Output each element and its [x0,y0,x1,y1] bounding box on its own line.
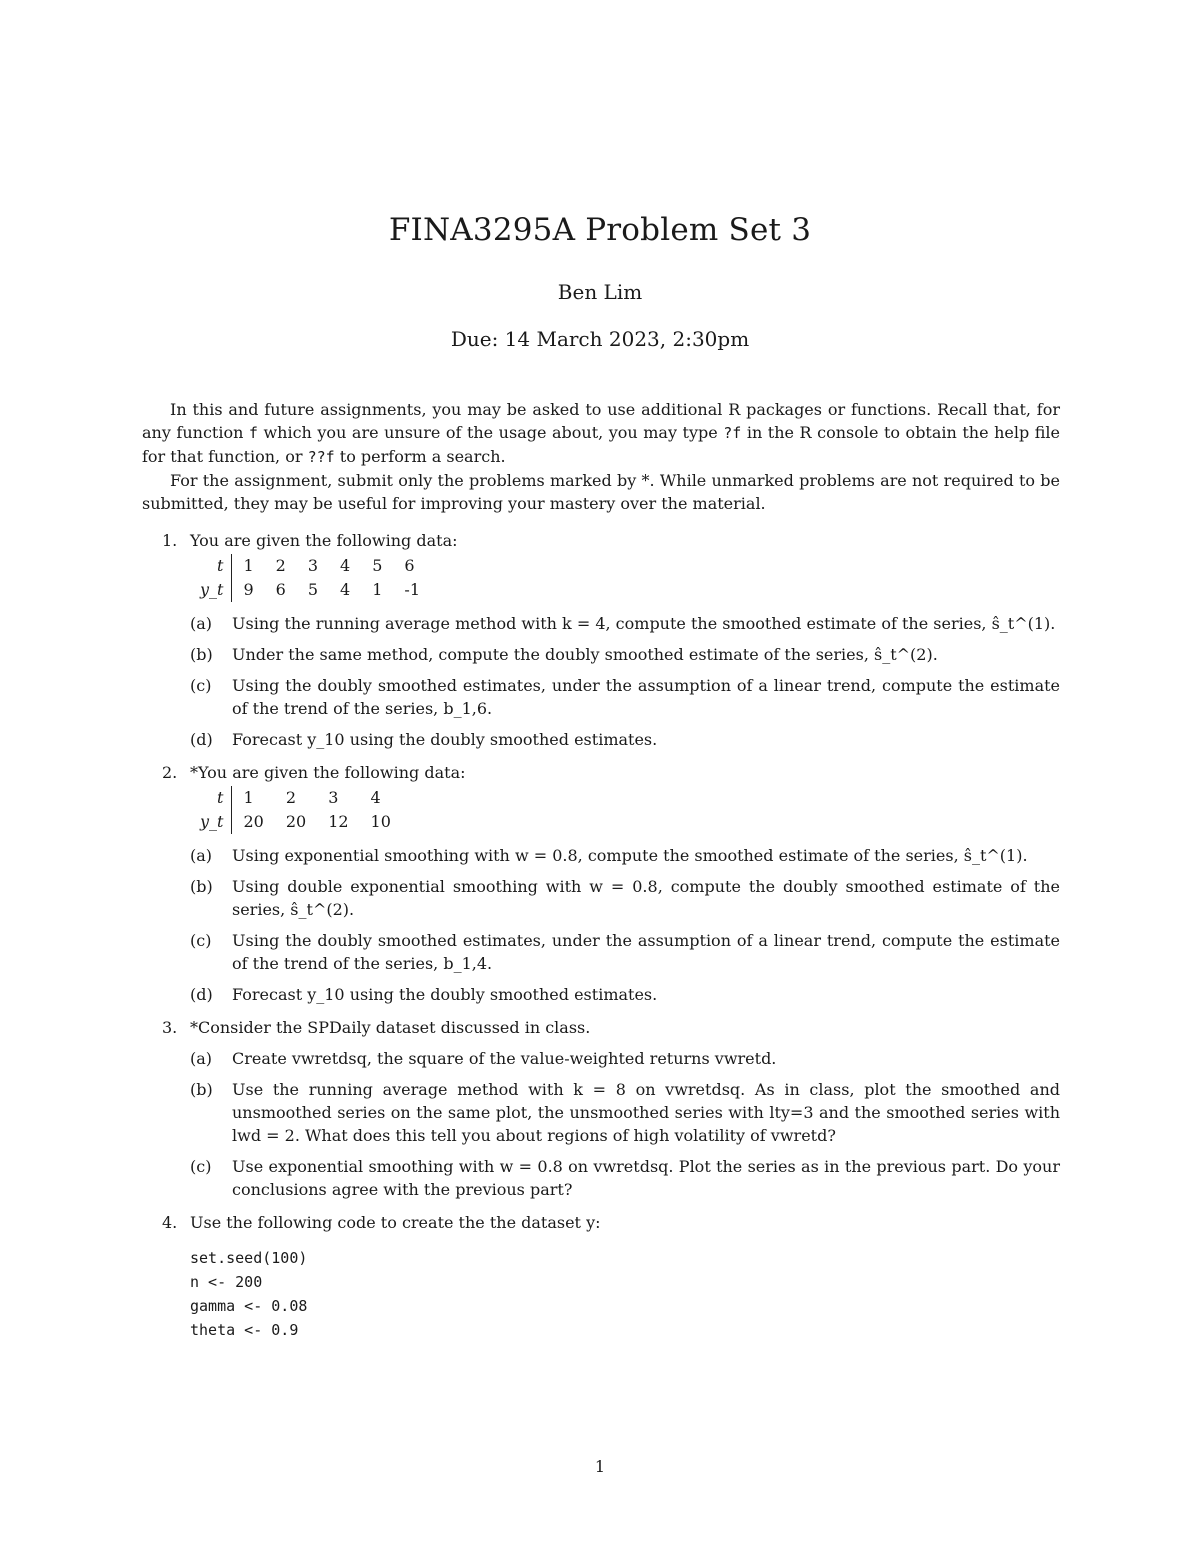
subpart-text: Using the doubly smoothed estimates, under the assumption of a linear trend, compute the estimate of the trend of the series, b_1,6. [232,676,1060,718]
table-cell: 5 [307,580,319,599]
problem-number: 4. [162,1213,178,1232]
data-table [200,786,402,834]
row-label-y: y_t [200,810,232,834]
problem-item [142,1211,1060,1342]
table-cell: 9 [243,580,254,599]
subpart-item [190,929,1060,975]
table-cell: 1 [243,556,254,575]
subpart-text: Forecast y_10 using the doubly smoothed estimates. [232,730,658,749]
problem-list [142,529,1060,1342]
code-line: gamma <- 0.08 [190,1297,308,1315]
table-cell: -1 [404,580,420,599]
table-cell: 1 [243,788,254,807]
table-cell: 2 [275,556,286,575]
subpart-label: (b) [190,877,213,896]
subpart-label: (a) [190,846,213,865]
table-cell: 20 [243,812,264,831]
table-row [200,810,402,834]
subpart-item [190,674,1060,720]
subpart-item [190,875,1060,921]
table-cell: 1 [372,580,383,599]
subpart-label: (a) [190,614,213,633]
subpart-label: (d) [190,730,213,749]
subpart-label: (c) [190,1157,212,1176]
intro-paragraph-1: In this and future assignments, you may be asked to use additional R packages or functions. Recall that, for any function f which you are unsure of the usage about, you may type ?f in the R console to obtain the help file for that function, or ??f to perform a search. [142,400,1061,466]
subpart-item [190,844,1060,867]
subpart-text: Using double exponential smoothing with w = 0.8, compute the doubly smoothed estimate of the series, ŝ_t^(2). [232,877,1060,919]
row-label-t: t [200,786,232,810]
table-row [200,786,402,810]
problem-intro: *You are given the following data: [190,763,466,782]
subpart-list [190,612,1060,751]
subpart-label: (c) [190,931,212,950]
document-body [142,398,1060,1352]
table-cell: 20 [285,812,307,831]
table-row [200,578,431,602]
subpart-text: Under the same method, compute the doubly smoothed estimate of the series, ŝ_t^(2). [232,645,938,664]
table-cell: 6 [404,556,415,575]
subpart-label: (d) [190,985,213,1004]
page-number: 1 [594,1457,606,1476]
table-cell: 3 [307,556,319,575]
table-cell: 6 [275,580,286,599]
subpart-label: (b) [190,645,213,664]
subpart-text: Using the running average method with k = 4, compute the smoothed estimate of the series, ŝ_t^(1). [232,614,1056,633]
subpart-text: Forecast y_10 using the doubly smoothed estimates. [232,985,658,1004]
problem-item [142,1016,1060,1201]
subpart-label: (c) [190,676,212,695]
page-title: FINA3295A Problem Set 3 [388,212,812,248]
subpart-item [190,612,1060,635]
subpart-text: Using the doubly smoothed estimates, under the assumption of a linear trend, compute the estimate of the trend of the series, b_1,4. [232,931,1060,973]
subpart-item [190,1047,1060,1070]
table-cell: 4 [370,788,381,807]
author-name: Ben Lim [557,280,643,304]
subpart-item [190,643,1060,666]
table-cell: 5 [372,556,383,575]
table-row [200,554,431,578]
problem-intro: You are given the following data: [190,531,458,550]
table-cell: 4 [340,556,351,575]
table-cell: 12 [328,812,349,831]
row-label-y: y_t [200,578,232,602]
table-cell: 2 [285,788,297,807]
subpart-text: Using exponential smoothing with w = 0.8, compute the smoothed estimate of the series, ŝ_t^(1). [232,846,1028,865]
problem-intro: Use the following code to create the the dataset y: [190,1213,601,1232]
due-date: Due: 14 March 2023, 2:30pm [450,327,750,351]
problem-item [142,761,1060,1006]
subpart-item [190,1155,1060,1201]
problem-number: 2. [162,763,178,782]
table-cell: 3 [328,788,339,807]
code-line: theta <- 0.9 [190,1321,299,1339]
subpart-list [190,1047,1060,1201]
subpart-label: (b) [190,1080,213,1099]
code-line: set.seed(100) [190,1249,308,1267]
problem-number: 1. [162,531,178,550]
code-line: n <- 200 [190,1273,263,1291]
data-table [200,554,431,602]
row-label-t: t [200,554,232,578]
subpart-text: Create vwretdsq, the square of the value-weighted returns vwretd. [232,1049,777,1068]
subpart-label: (a) [190,1049,213,1068]
problem-number: 3. [162,1018,178,1037]
table-cell: 4 [340,580,351,599]
problem-intro: *Consider the SPDaily dataset discussed in class. [190,1018,591,1037]
table-cell: 10 [370,812,391,831]
subpart-item [190,983,1060,1006]
subpart-item [190,1078,1060,1147]
intro-paragraph-2: For the assignment, submit only the problems marked by *. While unmarked problems are not required to be submitted, they may be useful for improving your mastery over the material. [142,471,1060,513]
subpart-list [190,844,1060,1006]
subpart-text: Use the running average method with k = 8 on vwretdsq. As in class, plot the smoothed and unsmoothed series on the same plot, the unsmoothed series with lty=3 and the smoothed series with lwd = 2. What does this tell you about regions of high volatility of vwretd? [232,1080,1060,1145]
problem-item [142,529,1060,751]
subpart-item [190,728,1060,751]
code-block [190,1246,1060,1342]
subpart-text: Use exponential smoothing with w = 0.8 on vwretdsq. Plot the series as in the previous part. Do your conclusions agree with the previous part? [232,1157,1060,1199]
